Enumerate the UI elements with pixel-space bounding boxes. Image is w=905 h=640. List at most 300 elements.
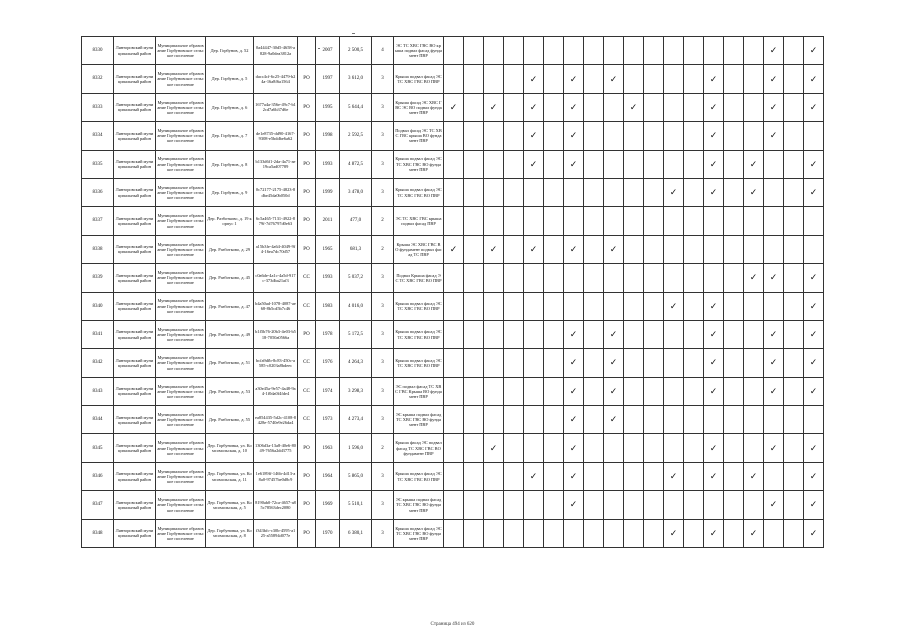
check-mark-icon: ✓ <box>804 292 824 320</box>
empty-check-cell <box>524 320 544 348</box>
empty-check-cell <box>504 519 524 547</box>
check-mark-icon: ✓ <box>704 150 724 178</box>
empty-check-cell <box>604 178 624 206</box>
empty-check-cell <box>584 434 604 462</box>
district-cell: Лянторовский муниципальный район <box>114 37 156 65</box>
check-mark-icon: ✓ <box>564 122 584 150</box>
empty-check-cell <box>704 406 724 434</box>
guid-cell: 1e6189ff-146b-4d13-a8a0-97457be0d8c9 <box>254 462 298 490</box>
empty-check-cell <box>484 150 504 178</box>
check-mark-icon: ✓ <box>764 491 784 519</box>
district-cell: Лянторовский муниципальный район <box>114 264 156 292</box>
empty-check-cell <box>444 178 464 206</box>
floors-cell: 3 <box>372 264 394 292</box>
table-row <box>82 122 824 150</box>
guid-cell: 0a44447-30d5-4658-a828-9a0dea3812a <box>254 37 298 65</box>
empty-check-cell <box>504 406 524 434</box>
empty-check-cell <box>484 178 504 206</box>
guid-cell: 6c5a465-7131-4922-879f-7d76797d0e63 <box>254 207 298 235</box>
works-cell: Крыша подвал фасад ЭС ТС ХВС ГВС ВО фундамент ПВР <box>394 519 444 547</box>
check-mark-icon: ✓ <box>764 65 784 93</box>
empty-check-cell <box>544 519 564 547</box>
check-mark-icon: ✓ <box>804 349 824 377</box>
wall-material-cell: РО <box>298 235 316 263</box>
empty-check-cell <box>784 235 804 263</box>
area-cell: 5 865,0 <box>340 462 372 490</box>
year-cell: 1998 <box>316 122 340 150</box>
check-mark-icon: ✓ <box>564 150 584 178</box>
empty-check-cell <box>664 93 684 121</box>
table-row <box>82 37 824 65</box>
empty-check-cell <box>644 264 664 292</box>
empty-check-cell <box>464 519 484 547</box>
address-cell: Дер. Разботково, д. 47 <box>206 292 254 320</box>
page-footer: Страница 494 из 620 <box>430 622 475 627</box>
empty-check-cell <box>724 320 744 348</box>
wall-material-cell: РО <box>298 65 316 93</box>
check-mark-icon: ✓ <box>524 93 544 121</box>
table-row <box>82 65 824 93</box>
empty-check-cell <box>644 320 664 348</box>
empty-check-cell <box>544 37 564 65</box>
empty-check-cell <box>584 349 604 377</box>
empty-check-cell <box>584 207 604 235</box>
empty-check-cell <box>604 434 624 462</box>
empty-check-cell <box>644 150 664 178</box>
check-mark-icon: ✓ <box>704 519 724 547</box>
empty-check-cell <box>604 462 624 490</box>
check-mark-icon: ✓ <box>564 377 584 405</box>
floors-cell: 3 <box>372 65 394 93</box>
empty-check-cell <box>684 37 704 65</box>
record-number: 8334 <box>82 122 114 150</box>
empty-check-cell <box>504 264 524 292</box>
check-mark-icon: ✓ <box>744 178 764 206</box>
check-mark-icon: ✓ <box>804 93 824 121</box>
check-mark-icon: ✓ <box>764 122 784 150</box>
settlement-cell: Муниципальное образование Горбуновское сельское поселение <box>156 93 206 121</box>
empty-check-cell <box>724 292 744 320</box>
year-cell: 1993 <box>316 150 340 178</box>
empty-check-cell <box>764 178 784 206</box>
empty-check-cell <box>804 406 824 434</box>
empty-check-cell <box>784 292 804 320</box>
empty-check-cell <box>664 320 684 348</box>
check-mark-icon: ✓ <box>564 406 584 434</box>
empty-check-cell <box>664 434 684 462</box>
empty-check-cell <box>564 178 584 206</box>
check-mark-icon: ✓ <box>704 349 724 377</box>
wall-material-cell: СС <box>298 377 316 405</box>
empty-check-cell <box>624 292 644 320</box>
check-mark-icon: ✓ <box>804 462 824 490</box>
wall-material-cell: РО <box>298 122 316 150</box>
empty-check-cell <box>564 292 584 320</box>
empty-check-cell <box>504 292 524 320</box>
wall-material-cell: РО <box>298 178 316 206</box>
empty-check-cell <box>604 37 624 65</box>
year-cell: 1999 <box>316 178 340 206</box>
empty-check-cell <box>624 320 644 348</box>
empty-check-cell <box>464 65 484 93</box>
empty-check-cell <box>584 122 604 150</box>
check-mark-icon: ✓ <box>624 93 644 121</box>
empty-check-cell <box>684 406 704 434</box>
empty-check-cell <box>724 349 744 377</box>
empty-check-cell <box>604 292 624 320</box>
guid-cell: 1677a4a-356e-49c7-b12cd7a6b37d6e <box>254 93 298 121</box>
empty-check-cell <box>604 491 624 519</box>
empty-check-cell <box>544 377 564 405</box>
empty-check-cell <box>544 491 564 519</box>
year-cell: 1997 <box>316 65 340 93</box>
empty-check-cell <box>444 462 464 490</box>
works-cell: ЭС подвал фасад ТС ХВС ГВС Крыша ВО фундамент ПВР <box>394 377 444 405</box>
table-row <box>82 491 824 519</box>
empty-check-cell <box>704 207 724 235</box>
empty-check-cell <box>684 122 704 150</box>
empty-check-cell <box>584 320 604 348</box>
table-body <box>82 37 824 548</box>
check-mark-icon: ✓ <box>604 349 624 377</box>
empty-check-cell <box>684 519 704 547</box>
empty-check-cell <box>624 377 644 405</box>
table-row <box>82 320 824 348</box>
empty-check-cell <box>484 207 504 235</box>
empty-check-cell <box>764 207 784 235</box>
guid-cell: a30e45a-9e57-4a48-9a4-1f0da0f4fde4 <box>254 377 298 405</box>
works-cell: Крыша подвал фасад ЭС ТС ХВС ГВС ВО ПВР <box>394 349 444 377</box>
guid-cell: 0c72177-2175-4823-8dbe45da0b050d <box>254 178 298 206</box>
empty-check-cell <box>724 377 744 405</box>
empty-check-cell <box>504 178 524 206</box>
empty-check-cell <box>604 264 624 292</box>
empty-check-cell <box>644 434 664 462</box>
check-mark-icon: ✓ <box>564 434 584 462</box>
area-cell: 6 380,1 <box>340 519 372 547</box>
empty-check-cell <box>684 462 704 490</box>
empty-check-cell <box>624 434 644 462</box>
check-mark-icon: ✓ <box>444 93 464 121</box>
wall-material-cell: РО <box>298 207 316 235</box>
empty-check-cell <box>504 37 524 65</box>
area-cell: 4 872,5 <box>340 150 372 178</box>
empty-check-cell <box>444 207 464 235</box>
empty-check-cell <box>544 434 564 462</box>
empty-check-cell <box>544 122 564 150</box>
record-number: 8332 <box>82 65 114 93</box>
settlement-cell: Муниципальное образование Горбуновское сельское поселение <box>156 235 206 263</box>
check-mark-icon: ✓ <box>604 406 624 434</box>
wall-material-cell: СС <box>298 406 316 434</box>
settlement-cell: Муниципальное образование Горбуновское сельское поселение <box>156 320 206 348</box>
empty-check-cell <box>604 207 624 235</box>
check-mark-icon: ✓ <box>804 150 824 178</box>
floors-cell: 3 <box>372 292 394 320</box>
wall-material-cell: РО <box>298 519 316 547</box>
address-cell: Дер. Горбунов, д. 9 <box>206 178 254 206</box>
empty-check-cell <box>624 462 644 490</box>
settlement-cell: Муниципальное образование Горбуновское сельское поселение <box>156 377 206 405</box>
empty-check-cell <box>584 406 604 434</box>
address-cell: Дер. Горбуновка, ул. Комсомольская, д. 11 <box>206 462 254 490</box>
record-number: 8343 <box>82 377 114 405</box>
empty-check-cell <box>784 264 804 292</box>
check-mark-icon: ✓ <box>484 434 504 462</box>
empty-check-cell <box>604 519 624 547</box>
area-cell: 5 172,5 <box>340 320 372 348</box>
empty-check-cell <box>624 37 644 65</box>
empty-check-cell <box>644 377 664 405</box>
guid-cell: de1e8735-dd90-4167-9308-e5bddbe6a62 <box>254 122 298 150</box>
empty-check-cell <box>584 93 604 121</box>
empty-check-cell <box>684 349 704 377</box>
empty-check-cell <box>504 349 524 377</box>
year-cell: 1965 <box>316 235 340 263</box>
record-number: 8340 <box>82 292 114 320</box>
empty-check-cell <box>444 320 464 348</box>
area-cell: 5 037,2 <box>340 264 372 292</box>
empty-check-cell <box>724 264 744 292</box>
scan-speck <box>352 33 355 34</box>
floors-cell: 3 <box>372 377 394 405</box>
empty-check-cell <box>464 349 484 377</box>
empty-check-cell <box>724 122 744 150</box>
empty-check-cell <box>524 406 544 434</box>
empty-check-cell <box>664 264 684 292</box>
settlement-cell: Муниципальное образование Горбуновское сельское поселение <box>156 349 206 377</box>
empty-check-cell <box>484 349 504 377</box>
check-mark-icon: ✓ <box>604 65 624 93</box>
empty-check-cell <box>784 65 804 93</box>
empty-check-cell <box>784 406 804 434</box>
empty-check-cell <box>604 122 624 150</box>
empty-check-cell <box>464 37 484 65</box>
empty-check-cell <box>464 491 484 519</box>
wall-material-cell: РО <box>298 320 316 348</box>
empty-check-cell <box>524 519 544 547</box>
year-cell: 1970 <box>316 519 340 547</box>
empty-check-cell <box>664 65 684 93</box>
empty-check-cell <box>524 292 544 320</box>
district-cell: Лянторовский муниципальный район <box>114 292 156 320</box>
settlement-cell: Муниципальное образование Горбуновское сельское поселение <box>156 264 206 292</box>
empty-check-cell <box>524 491 544 519</box>
area-cell: 2 500,5 <box>340 37 372 65</box>
empty-check-cell <box>544 462 564 490</box>
floors-cell: 3 <box>372 150 394 178</box>
guid-cell: b1f5b76-20b3-4e03-b518-7050a0566a <box>254 320 298 348</box>
empty-check-cell <box>644 122 664 150</box>
table-row <box>82 462 824 490</box>
empty-check-cell <box>504 462 524 490</box>
empty-check-cell <box>604 93 624 121</box>
area-cell: 1 596,0 <box>340 434 372 462</box>
empty-check-cell <box>464 93 484 121</box>
empty-check-cell <box>724 462 744 490</box>
check-mark-icon: ✓ <box>764 377 784 405</box>
check-mark-icon: ✓ <box>704 65 724 93</box>
settlement-cell: Муниципальное образование Горбуновское сельское поселение <box>156 292 206 320</box>
empty-check-cell <box>784 462 804 490</box>
empty-check-cell <box>624 122 644 150</box>
empty-check-cell <box>524 349 544 377</box>
floors-cell: 3 <box>372 519 394 547</box>
empty-check-cell <box>804 122 824 150</box>
empty-check-cell <box>444 122 464 150</box>
record-number: 8333 <box>82 93 114 121</box>
wall-material-cell: СС <box>298 292 316 320</box>
settlement-cell: Муниципальное образование Горбуновское сельское поселение <box>156 406 206 434</box>
address-cell: Дер. Разботково, д. 29 <box>206 235 254 263</box>
check-mark-icon: ✓ <box>664 178 684 206</box>
empty-check-cell <box>484 491 504 519</box>
address-cell: Дер. Разботково, д. 45 <box>206 264 254 292</box>
empty-check-cell <box>544 264 564 292</box>
empty-check-cell <box>624 264 644 292</box>
empty-check-cell <box>724 65 744 93</box>
empty-check-cell <box>684 150 704 178</box>
record-number: 8344 <box>82 406 114 434</box>
record-number: 8341 <box>82 320 114 348</box>
address-cell: Дер. Горбунов, д. 8 <box>206 150 254 178</box>
area-cell: 477,0 <box>340 207 372 235</box>
district-cell: Лянторовский муниципальный район <box>114 207 156 235</box>
check-mark-icon: ✓ <box>664 462 684 490</box>
check-mark-icon: ✓ <box>564 65 584 93</box>
empty-check-cell <box>744 235 764 263</box>
record-number: 8342 <box>82 349 114 377</box>
check-mark-icon: ✓ <box>524 150 544 178</box>
guid-cell: 1306d3a-13a8-40e6-8049-7656a2dd3775 <box>254 434 298 462</box>
empty-check-cell <box>684 434 704 462</box>
works-cell: ЭС ТС ХВС ГВС ВО крыша подвал фасад фундамент ПВР <box>394 37 444 65</box>
empty-check-cell <box>584 150 604 178</box>
empty-check-cell <box>564 519 584 547</box>
record-number: 8338 <box>82 235 114 263</box>
empty-check-cell <box>584 491 604 519</box>
district-cell: Лянторовский муниципальный район <box>114 462 156 490</box>
district-cell: Лянторовский муниципальный район <box>114 406 156 434</box>
empty-check-cell <box>744 37 764 65</box>
empty-check-cell <box>784 377 804 405</box>
table-row <box>82 349 824 377</box>
year-cell: 1974 <box>316 377 340 405</box>
empty-check-cell <box>744 292 764 320</box>
empty-check-cell <box>684 491 704 519</box>
settlement-cell: Муниципальное образование Горбуновское сельское поселение <box>156 150 206 178</box>
empty-check-cell <box>584 235 604 263</box>
area-cell: 3 298,3 <box>340 377 372 405</box>
empty-check-cell <box>464 292 484 320</box>
settlement-cell: Муниципальное образование Горбуновское сельское поселение <box>156 491 206 519</box>
empty-check-cell <box>444 377 464 405</box>
check-mark-icon: ✓ <box>704 320 724 348</box>
empty-check-cell <box>664 406 684 434</box>
check-mark-icon: ✓ <box>704 93 724 121</box>
works-cell: Крыша подвал фасад ЭС ТС ХВС ГВС ВО ПВР <box>394 178 444 206</box>
empty-check-cell <box>664 122 684 150</box>
check-mark-icon: ✓ <box>804 434 824 462</box>
year-cell: 1963 <box>316 434 340 462</box>
address-cell: Дер. Горбуновка, ул. Комсомольская, д. 5 <box>206 491 254 519</box>
guid-cell: ea854435-5d2c-4108-8428e-5740e9e26da4 <box>254 406 298 434</box>
empty-check-cell <box>644 462 664 490</box>
empty-check-cell <box>644 178 664 206</box>
empty-check-cell <box>484 65 504 93</box>
empty-check-cell <box>564 37 584 65</box>
empty-check-cell <box>484 519 504 547</box>
empty-check-cell <box>644 37 664 65</box>
floors-cell: 3 <box>372 491 394 519</box>
area-cell: 5 644,4 <box>340 93 372 121</box>
empty-check-cell <box>544 292 564 320</box>
year-cell: 2011 <box>316 207 340 235</box>
area-cell: 4 273,4 <box>340 406 372 434</box>
settlement-cell: Муниципальное образование Горбуновское сельское поселение <box>156 207 206 235</box>
empty-check-cell <box>484 406 504 434</box>
district-cell: Лянторовский муниципальный район <box>114 377 156 405</box>
works-cell: ЭС ТС ХВС ГВС крыша подвал фасад ПВР <box>394 207 444 235</box>
wall-material-cell <box>298 37 316 65</box>
empty-check-cell <box>784 150 804 178</box>
address-cell: Дер. Горбунов, д. 5 <box>206 65 254 93</box>
empty-check-cell <box>804 207 824 235</box>
address-cell: Дер. Разботково, д. 19 корпус 1 <box>206 207 254 235</box>
empty-check-cell <box>644 292 664 320</box>
empty-check-cell <box>464 264 484 292</box>
wall-material-cell: РО <box>298 462 316 490</box>
empty-check-cell <box>644 349 664 377</box>
empty-check-cell <box>544 406 564 434</box>
empty-check-cell <box>504 93 524 121</box>
empty-check-cell <box>684 235 704 263</box>
empty-check-cell <box>684 178 704 206</box>
wall-material-cell: РО <box>298 150 316 178</box>
district-cell: Лянторовский муниципальный район <box>114 93 156 121</box>
record-number: 8348 <box>82 519 114 547</box>
empty-check-cell <box>444 264 464 292</box>
year-cell: 1983 <box>316 292 340 320</box>
floors-cell: 3 <box>372 122 394 150</box>
address-cell: Дер. Горбунов, д. 52 <box>206 37 254 65</box>
empty-check-cell <box>584 519 604 547</box>
check-mark-icon: ✓ <box>804 178 824 206</box>
floors-cell: 3 <box>372 462 394 490</box>
district-cell: Лянторовский муниципальный район <box>114 491 156 519</box>
empty-check-cell <box>444 292 464 320</box>
floors-cell: 2 <box>372 207 394 235</box>
settlement-cell: Муниципальное образование Горбуновское сельское поселение <box>156 462 206 490</box>
empty-check-cell <box>464 320 484 348</box>
record-number: 8337 <box>82 207 114 235</box>
address-cell: Дер. Горбунов, д. 7 <box>206 122 254 150</box>
empty-check-cell <box>644 519 664 547</box>
empty-check-cell <box>784 37 804 65</box>
empty-check-cell <box>584 292 604 320</box>
empty-check-cell <box>624 178 644 206</box>
floors-cell: 3 <box>372 178 394 206</box>
empty-check-cell <box>784 434 804 462</box>
empty-check-cell <box>544 178 564 206</box>
settlement-cell: Муниципальное образование Горбуновское сельское поселение <box>156 65 206 93</box>
check-mark-icon: ✓ <box>804 519 824 547</box>
empty-check-cell <box>584 264 604 292</box>
empty-check-cell <box>444 349 464 377</box>
empty-check-cell <box>584 377 604 405</box>
works-cell: Крыша ЭС ХВС ГВС ВО фундамент подвал фасад ТС ПВР <box>394 235 444 263</box>
district-cell: Лянторовский муниципальный район <box>114 320 156 348</box>
